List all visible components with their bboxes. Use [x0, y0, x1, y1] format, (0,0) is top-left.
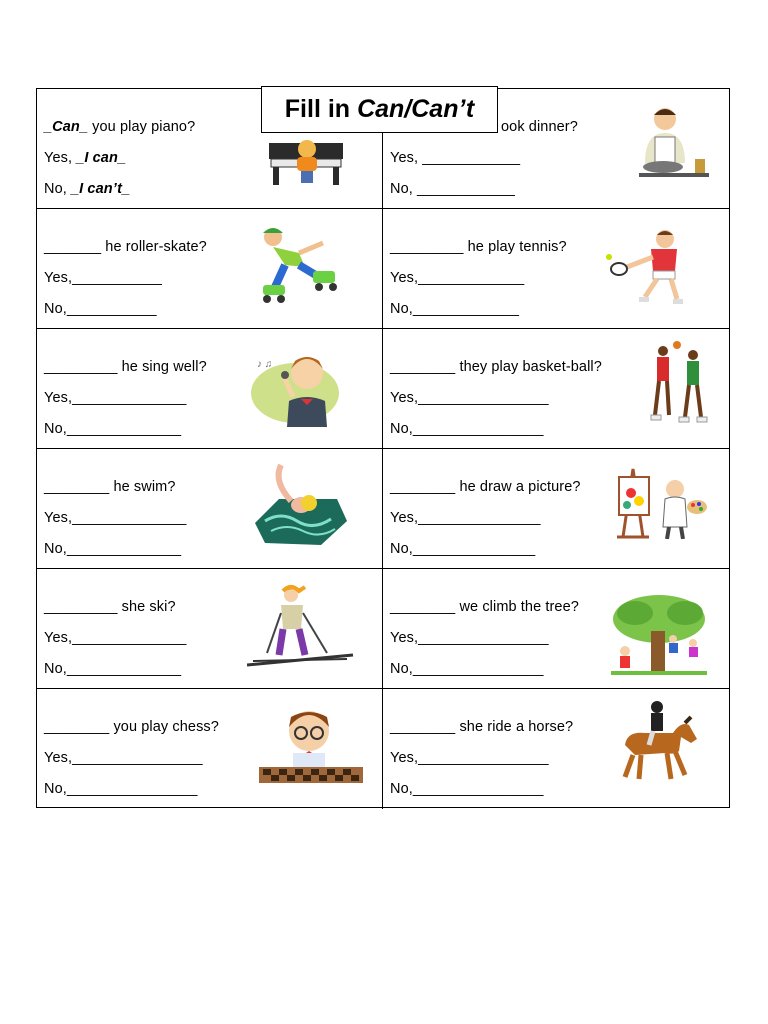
- no-answer[interactable]: ______________: [66, 661, 182, 677]
- yes-answer[interactable]: ________________: [418, 390, 549, 406]
- answer-blank[interactable]: ________: [390, 479, 456, 495]
- svg-text:♪ ♫: ♪ ♫: [257, 359, 273, 370]
- yes-line: [390, 270, 524, 286]
- no-answer[interactable]: ______________: [66, 421, 182, 437]
- no-label: No,: [390, 781, 413, 797]
- yes-label: Yes,: [44, 270, 73, 286]
- piano-player-icon: [267, 129, 347, 187]
- answer-blank[interactable]: ________: [390, 599, 456, 615]
- no-line: [390, 661, 544, 677]
- yes-answer[interactable]: _____________: [418, 270, 525, 286]
- answer-blank[interactable]: _______: [44, 239, 102, 255]
- question-text: she ski?: [117, 599, 176, 615]
- no-answer[interactable]: _______________: [412, 541, 536, 557]
- yes-line: [390, 150, 520, 166]
- exercise-cell-horse: [383, 689, 729, 809]
- no-answer[interactable]: ________________: [412, 661, 544, 677]
- yes-label: Yes,: [44, 150, 77, 166]
- no-line: [390, 301, 519, 317]
- no-line: [390, 421, 544, 437]
- cook-icon: [625, 103, 715, 187]
- question-line: [44, 479, 176, 495]
- no-label: No,: [44, 421, 67, 437]
- question-line: [390, 239, 567, 255]
- no-label: No,: [44, 781, 67, 797]
- no-answer[interactable]: ____________: [417, 181, 515, 197]
- answer-blank[interactable]: ________: [44, 479, 110, 495]
- no-label: No,: [390, 421, 413, 437]
- question-text: she ride a horse?: [455, 719, 574, 735]
- no-line: [390, 541, 535, 557]
- question-line: [44, 599, 176, 615]
- question-line: [44, 719, 219, 735]
- question-line: [44, 239, 207, 255]
- question-text: ook dinner?: [501, 119, 578, 135]
- question-line: [390, 599, 579, 615]
- question-line: [390, 719, 573, 735]
- yes-answer[interactable]: ________________: [418, 630, 549, 646]
- no-label: No,: [44, 301, 67, 317]
- yes-answer[interactable]: _I can_: [76, 150, 127, 166]
- basketball-players-icon: [649, 337, 709, 425]
- no-line: [44, 181, 130, 197]
- question-text: you play piano?: [88, 119, 196, 135]
- answer-blank[interactable]: _________: [390, 239, 464, 255]
- answer-blank[interactable]: _Can_: [44, 119, 89, 135]
- yes-label: Yes,: [390, 750, 419, 766]
- no-label: No,: [390, 301, 413, 317]
- no-answer[interactable]: _____________: [412, 301, 520, 317]
- question-text: he play tennis?: [463, 239, 567, 255]
- yes-line: [44, 630, 186, 646]
- yes-line: [390, 630, 549, 646]
- answer-blank[interactable]: ________: [390, 359, 456, 375]
- tree-climbing-icon: [611, 593, 707, 677]
- question-line: [44, 119, 195, 135]
- exercise-cell-draw: [383, 449, 729, 569]
- no-label: No,: [390, 661, 413, 677]
- yes-label: Yes,: [44, 510, 73, 526]
- yes-answer[interactable]: ____________: [422, 150, 521, 166]
- no-line: [390, 181, 515, 197]
- answer-blank[interactable]: ________: [390, 719, 456, 735]
- worksheet-title: [261, 86, 498, 133]
- chess-player-icon: [257, 707, 365, 787]
- answer-blank[interactable]: _________: [44, 359, 118, 375]
- title-prefix: Fill in: [284, 95, 351, 123]
- yes-answer[interactable]: ________________: [72, 750, 203, 766]
- question-text: we climb the tree?: [455, 599, 579, 615]
- no-label: No,: [44, 181, 71, 197]
- no-answer[interactable]: ______________: [66, 541, 182, 557]
- skier-icon: [247, 583, 357, 669]
- question-text: you play chess?: [109, 719, 219, 735]
- painter-icon: [613, 467, 709, 539]
- no-line: [44, 541, 181, 557]
- yes-line: [44, 270, 162, 286]
- yes-line: [390, 510, 541, 526]
- yes-line: [390, 750, 549, 766]
- yes-line: [44, 510, 186, 526]
- question-text: he roller-skate?: [101, 239, 207, 255]
- yes-label: Yes,: [390, 630, 419, 646]
- question-text: he sing well?: [117, 359, 207, 375]
- question-line: [390, 359, 602, 375]
- exercise-cell-climb-tree: [383, 569, 729, 689]
- no-answer[interactable]: ________________: [412, 781, 544, 797]
- yes-answer[interactable]: ______________: [72, 630, 187, 646]
- roller-skater-icon: [249, 223, 343, 307]
- exercise-cell-chess: [37, 689, 383, 809]
- exercise-cell-ski: [37, 569, 383, 689]
- exercise-cell-basketball: [383, 329, 729, 449]
- no-answer[interactable]: _I can’t_: [71, 181, 131, 197]
- no-line: [44, 421, 181, 437]
- exercise-cell-swim: [37, 449, 383, 569]
- no-line: [44, 661, 181, 677]
- yes-label: Yes,: [44, 750, 73, 766]
- no-answer[interactable]: ________________: [412, 421, 544, 437]
- no-line: [44, 301, 157, 317]
- horse-rider-icon: [615, 699, 701, 785]
- no-label: No,: [390, 181, 417, 197]
- answer-blank[interactable]: _________: [44, 599, 118, 615]
- yes-answer[interactable]: ________________: [418, 750, 549, 766]
- yes-label: Yes,: [44, 390, 73, 406]
- yes-answer[interactable]: _______________: [418, 510, 541, 526]
- yes-line: [390, 390, 549, 406]
- question-line: [390, 479, 581, 495]
- no-line: [390, 781, 544, 797]
- exercise-cell-sing: [37, 329, 383, 449]
- yes-line: [44, 390, 186, 406]
- yes-line: [44, 150, 126, 166]
- yes-answer[interactable]: ___________: [72, 270, 162, 286]
- question-text: he swim?: [109, 479, 176, 495]
- singer-icon: [249, 343, 347, 427]
- swimmer-icon: [251, 461, 349, 547]
- question-line: [44, 359, 207, 375]
- no-label: No,: [390, 541, 413, 557]
- yes-label: Yes,: [390, 510, 419, 526]
- no-answer[interactable]: ________________: [66, 781, 198, 797]
- no-label: No,: [44, 661, 67, 677]
- no-answer[interactable]: ___________: [66, 301, 157, 317]
- yes-line: [44, 750, 203, 766]
- tennis-player-icon: [605, 227, 693, 307]
- yes-label: Yes,: [44, 630, 73, 646]
- no-line: [44, 781, 198, 797]
- worksheet-grid: [36, 88, 730, 808]
- answer-blank[interactable]: ________: [44, 719, 110, 735]
- yes-answer[interactable]: ______________: [72, 510, 187, 526]
- no-label: No,: [44, 541, 67, 557]
- exercise-cell-tennis: [383, 209, 729, 329]
- yes-label: Yes,: [390, 390, 419, 406]
- exercise-cell-roller-skate: [37, 209, 383, 329]
- yes-answer[interactable]: ______________: [72, 390, 187, 406]
- yes-label: Yes,: [390, 150, 423, 166]
- yes-label: Yes,: [390, 270, 419, 286]
- question-text: they play basket-ball?: [455, 359, 602, 375]
- title-emphasis: Can/Can’t: [357, 95, 475, 123]
- question-text: he draw a picture?: [455, 479, 581, 495]
